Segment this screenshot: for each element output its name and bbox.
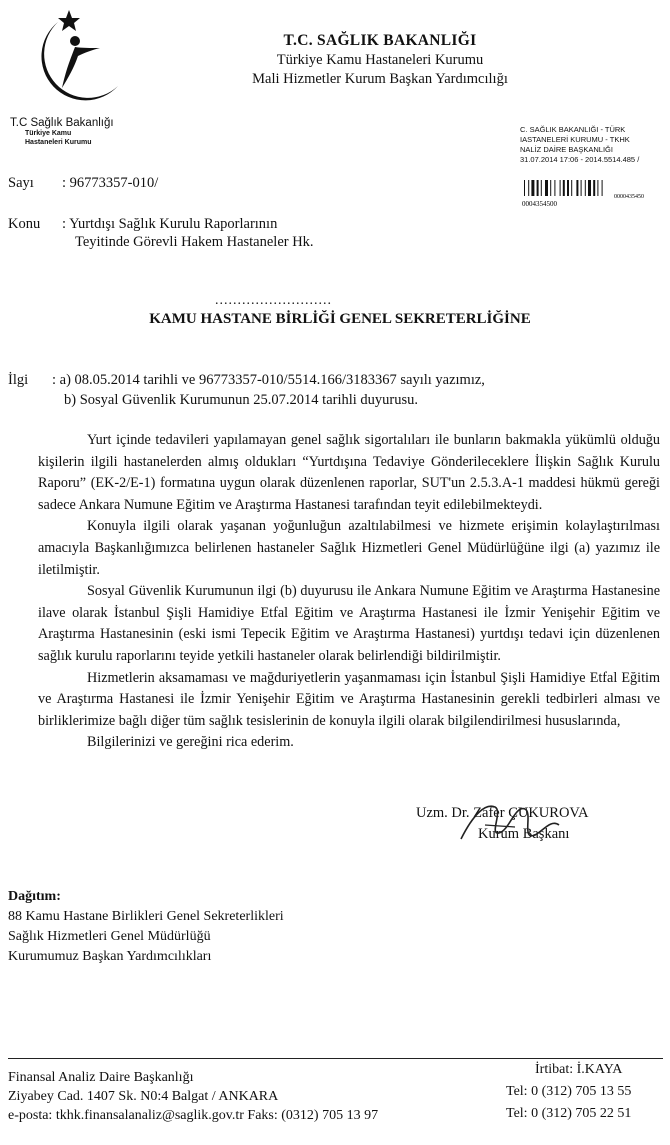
barcode-bar (588, 180, 591, 196)
barcode-bar (528, 180, 529, 196)
footer-divider (8, 1058, 663, 1059)
barcode (522, 178, 670, 208)
registry-stamp (520, 125, 670, 165)
barcode-bar (541, 180, 542, 196)
recipient-dots: .......................... (215, 293, 332, 308)
crescent-icon (41, 22, 118, 100)
konu-line-2: Teyitinde Görevli Hakem Hastaneler Hk. (75, 234, 314, 250)
ilgi-label: İlgi (8, 372, 29, 388)
barcode-bar (593, 180, 595, 196)
footer-contact: e-posta: tkhk.finansalanaliz@saglik.gov.tr Faks: (0312) 705 13 97 (8, 1108, 379, 1123)
barcode-bar (531, 180, 534, 196)
distribution-title: Dağıtım: (8, 889, 61, 904)
barcode-bar (597, 180, 598, 196)
sayi-label: Sayı (8, 175, 34, 191)
footer-address: Ziyabey Cad. 1407 Sk. N0:4 Balgat / ANKARA (8, 1089, 279, 1104)
logo-caption (10, 117, 114, 147)
recipient-title: KAMU HASTANE BİRLİĞİ GENEL SEKRETERLİĞİNE (149, 311, 531, 327)
body-paragraph-2: Konuyla ilgili olarak yaşanan yoğunluğun azaltılabilmesi ve hizmete erişimin kolaylaştırılması amacıyla Başkanlığımızca belirlenen hastaneler Sağlık Hizmetleri Genel Müdürlüğüne ilgi (a) yazımız ile iletilmiştir. (38, 518, 660, 578)
letterhead-title: T.C. SAĞLIK BAKANLIĞI (283, 32, 477, 49)
ilgi-b: b) Sosyal Güvenlik Kurumunun 25.07.2014 tarihli duyurusu. (64, 392, 419, 408)
stamp-line: NALİZ DAİRE BAŞKANLIĞI (520, 145, 613, 154)
konu-label: Konu (8, 216, 41, 232)
logo-subcaption-2: Hastaneleri Kurumu (25, 139, 92, 146)
body-paragraph-4: Hizmetlerin aksamaması ve mağduriyetlerin yaşanmaması için İstanbul Şişli Hamidiye Etfal Eğitim ve Araştırma Hastanesi ile İzmir Yenişehir Eğitim ve Araştırma Hastanesinin gerekli tedbirleri alması ve birliklerimize bağlı diğer tüm sağlık tesislerinin de konuyla ilgili olarak bilgilendirilmesi hususlarında, (38, 669, 660, 729)
letter-body (38, 430, 660, 754)
distribution-item: 88 Kamu Hastane Birlikleri Genel Sekreterlikleri (8, 909, 284, 924)
barcode-bar (524, 180, 525, 196)
footer-department: Finansal Analiz Daire Başkanlığı (8, 1070, 194, 1085)
body-paragraph-1: Yurt içinde tedavileri yapılamayan genel sağlık sigortalıları ile bunların bakmakla yükümlü olduğu kişilerin ilgili hastanelerden almış oldukları “Yurtdışına Tedaviye Gönderileceklere İlişkin Sağlık Kurulu Raporu” (EK-2/E-1) formatına uygun olarak düzenlenen raporlar, SUT'un 2.5.3.A-1 maddesi hükmü gereği sadece Ankara Numune Eğitim ve Araştırma Hastanesi tarafından teyit edilebilmekteydi. (38, 432, 660, 513)
body-paragraph-3: Sosyal Güvenlik Kurumunun ilgi (b) duyurusu ile Ankara Numune Eğitim ve Araştırma Hastanesine ilave olarak İstanbul Şişli Hamidiye Etfal Eğitim ve Araştırma Hastanesi ile İzmir Yenişehir Eğitim ve Araştırma Hastanesinin (eski ismi Tepecik Eğitim ve Araştırma Hastanesi) yurtdışı tedavi için düzenlenen sağlık kurulu raporlarını teyide yetkili hastaneler olarak belirlendiği bildirilmiştir. (38, 583, 660, 664)
barcode-side-number: 0000435450 (614, 194, 644, 200)
barcode-number: 0004354500 (522, 200, 557, 208)
stamp-date: 31.07.2014 17:06 - 2014.5514.485 / (520, 155, 640, 164)
barcode-bar (585, 180, 586, 196)
star-icon (58, 10, 80, 31)
barcode-bar (581, 180, 582, 196)
barcode-bar (567, 180, 569, 196)
distribution-item: Sağlık Hizmetleri Genel Müdürlüğü (8, 929, 211, 944)
barcode-bar (545, 180, 548, 196)
stamp-line: C. SAĞLIK BAKANLIĞI - TÜRK (520, 125, 626, 134)
letterhead-institution: Türkiye Kamu Hastaneleri Kurumu (276, 52, 484, 68)
konu-line-1: : Yurtdışı Sağlık Kurulu Raporlarının (62, 216, 278, 232)
sayi-value: : 96773357-010/ (62, 175, 159, 191)
barcode-bar (571, 180, 572, 196)
logo-caption-line: T.C Sağlık Bakanlığı (10, 117, 114, 129)
footer-phone-2: Tel: 0 (312) 705 22 51 (506, 1106, 632, 1121)
ilgi-a: : a) 08.05.2014 tarihli ve 96773357-010/5514.166/3183367 sayılı yazımız, (52, 372, 485, 388)
signatory-name: Uzm. Dr. Zafer ÇUKUROVA (416, 805, 589, 821)
barcode-bar (554, 180, 555, 196)
barcode-bar (560, 180, 561, 196)
distribution-item: Kurumumuz Başkan Yardımcılıkları (8, 949, 212, 964)
body-paragraph-5: Bilgilerinizi ve gereğini rica ederim. (87, 734, 294, 751)
footer-contact-person: İrtibat: İ.KAYA (535, 1062, 623, 1077)
footer-phone-1: Tel: 0 (312) 705 13 55 (506, 1084, 632, 1099)
handwritten-signature (455, 795, 565, 850)
letterhead-department: Mali Hizmetler Kurum Başkan Yardımcılığı (252, 71, 508, 87)
ministry-logo (18, 8, 128, 120)
barcode-bar (537, 180, 539, 196)
barcode-bar (550, 180, 551, 196)
barcode-bar (576, 180, 578, 196)
signatory-title: Kurum Başkanı (478, 826, 570, 842)
logo-subcaption-1: Türkiye Kamu (25, 130, 72, 137)
barcode-bar (602, 180, 603, 196)
stamp-line: IASTANELERİ KURUMU - TKHK (520, 135, 630, 144)
barcode-bar (563, 180, 565, 196)
